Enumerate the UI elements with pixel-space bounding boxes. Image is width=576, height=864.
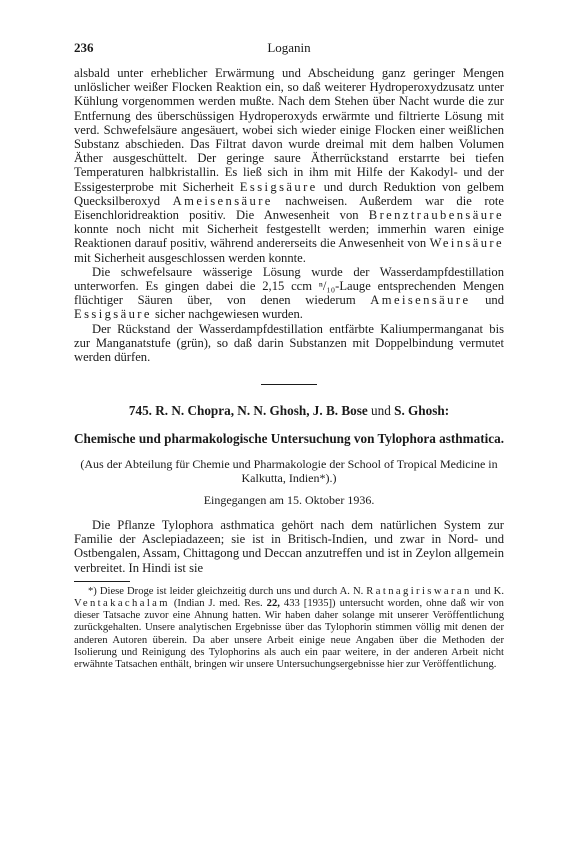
spaced-term: Essigsäure <box>74 307 152 322</box>
footnote-divider <box>74 581 130 582</box>
page <box>74 40 504 672</box>
page-number: 236 <box>74 40 94 55</box>
article-body <box>74 518 504 575</box>
paragraph: alsbald unter erheblicher Erwärmung und Abscheidung ganz geringer Mengen unlöslicher weißer Flocken Reaktion ein, so daß weiterer Hydroperoxydzusatz unter Kühlung vorgenommen werden mußte. Nach dem Stehen über Nacht wurde die zur Entfernung des überschüssigen Hydroperoxyds erwärmte und filtrierte Lösung mit verd. Schwefelsäure angesäuert, wobei sich wieder einige Flocken einer weißlichen Substanz abschieden. Das Filtrat davon wurde dreimal mit dem halben Volumen Äther ausgeschüttelt. Der geringe saure Ätherrückstand erstarrte bei tiefen Temperaturen halbkristallin. Es ließ sich in ihm mit Hilfe der Kakodyl- und der Essigesterprobe mit Sicherheit Essigsäure und durch Reduktion von gelbem Quecksilberoxyd Ameisensäure nachweisen. Außerdem war die rote Eisenchloridreaktion positiv. Die Anwesenheit von Brenztraubensäure konnte noch nicht mit Sicherheit festgestellt werden; immerhin waren einige Reaktionen darauf positiv, während andererseits die Anwesenheit von Weinsäure mit Sicherheit ausgeschlossen werden konnte. <box>74 66 504 265</box>
spaced-term: Ameisensäure <box>172 193 273 208</box>
paragraph: Der Rückstand der Wasserdampfdestillation entfärbte Kaliumpermanganat bis zur Manganatstufe (grün), so daß darin Substanzen mit Doppelbindung vermutet werden dürfen. <box>74 321 504 365</box>
paragraph: Die Pflanze Tylophora asthmatica gehört nach dem natürlichen System zur Familie der Asclepiadazeen; sie ist in Britisch-Indien, und zwar in Nord- und Ostbengalen, Assam, Chittagong und Deccan anzutreffen und ist in Zeylon allgemein verbreitet. In Hindi ist sie <box>74 517 504 575</box>
spaced-name: Ventakachalam <box>74 597 170 609</box>
spaced-term: Essigsäure <box>239 179 318 194</box>
authors: R. N. Chopra, N. N. Ghosh, J. B. Bose <box>155 403 368 419</box>
article-title: Chemische und pharmakologische Untersuchung von Tylophora asthmatica. <box>74 431 504 447</box>
volume-number: 22, <box>266 597 280 609</box>
section-divider <box>261 384 317 385</box>
article-number: 745. <box>128 403 152 419</box>
spaced-term: Ameisensäure <box>370 293 471 308</box>
spaced-term: Brenztraubensäure <box>368 208 504 223</box>
running-title: Loganin <box>267 40 311 55</box>
paragraph: Die schwefelsaure wässerige Lösung wurde der Wasserdampfdestillation unterworfen. Es gingen dabei die 2,15 ccm ⁿ/₁₀-Lauge entsprechenden Mengen flüchtiger Säuren über, von denen wiederum Ameisensäure und Essigsäure sicher nachgewiesen wurden. <box>74 264 504 322</box>
page-header <box>74 40 504 60</box>
received-date: Eingegangen am 15. Oktober 1936. <box>203 492 375 507</box>
affiliation: (Aus der Abteilung für Chemie und Pharmakologie der School of Tropical Medicine in Kalkutta, Indien*).) <box>80 456 498 485</box>
article-heading: 745. R. N. Chopra, N. N. Ghosh, J. B. Bose und S. Ghosh: <box>128 403 450 419</box>
spaced-name: Ratnagiriswaran <box>366 585 472 597</box>
spaced-term: Weinsäure <box>429 236 504 251</box>
footnote: *) Diese Droge ist leider gleichzeitig durch uns und durch A. N. Ratnagiriswaran und K. Ventakachalam (Indian J. med. Res. 22, 433 [1935]) untersucht worden, ohne daß wir von dieser Tatsache zuvor eine Ahnung hatten. Wir haben daher solange mit unserer Veröffentlichung zurückgehalten. Unsere analytischen Ergebnisse über das Tylophorin stimmen völlig mit denen der anderen Autoren überein. Da aber unsere Arbeit einige neue Angaben über die Methoden der Isolierung und Reinigung des Tylophorins als auch ein paar weitere, in der anderen Arbeit nicht erwähnte Tatsachen enthält, bringen wir unsere Untersuchungsergebnisse hier zur Veröffentlichung. <box>74 585 504 671</box>
continuation-text <box>74 66 504 364</box>
